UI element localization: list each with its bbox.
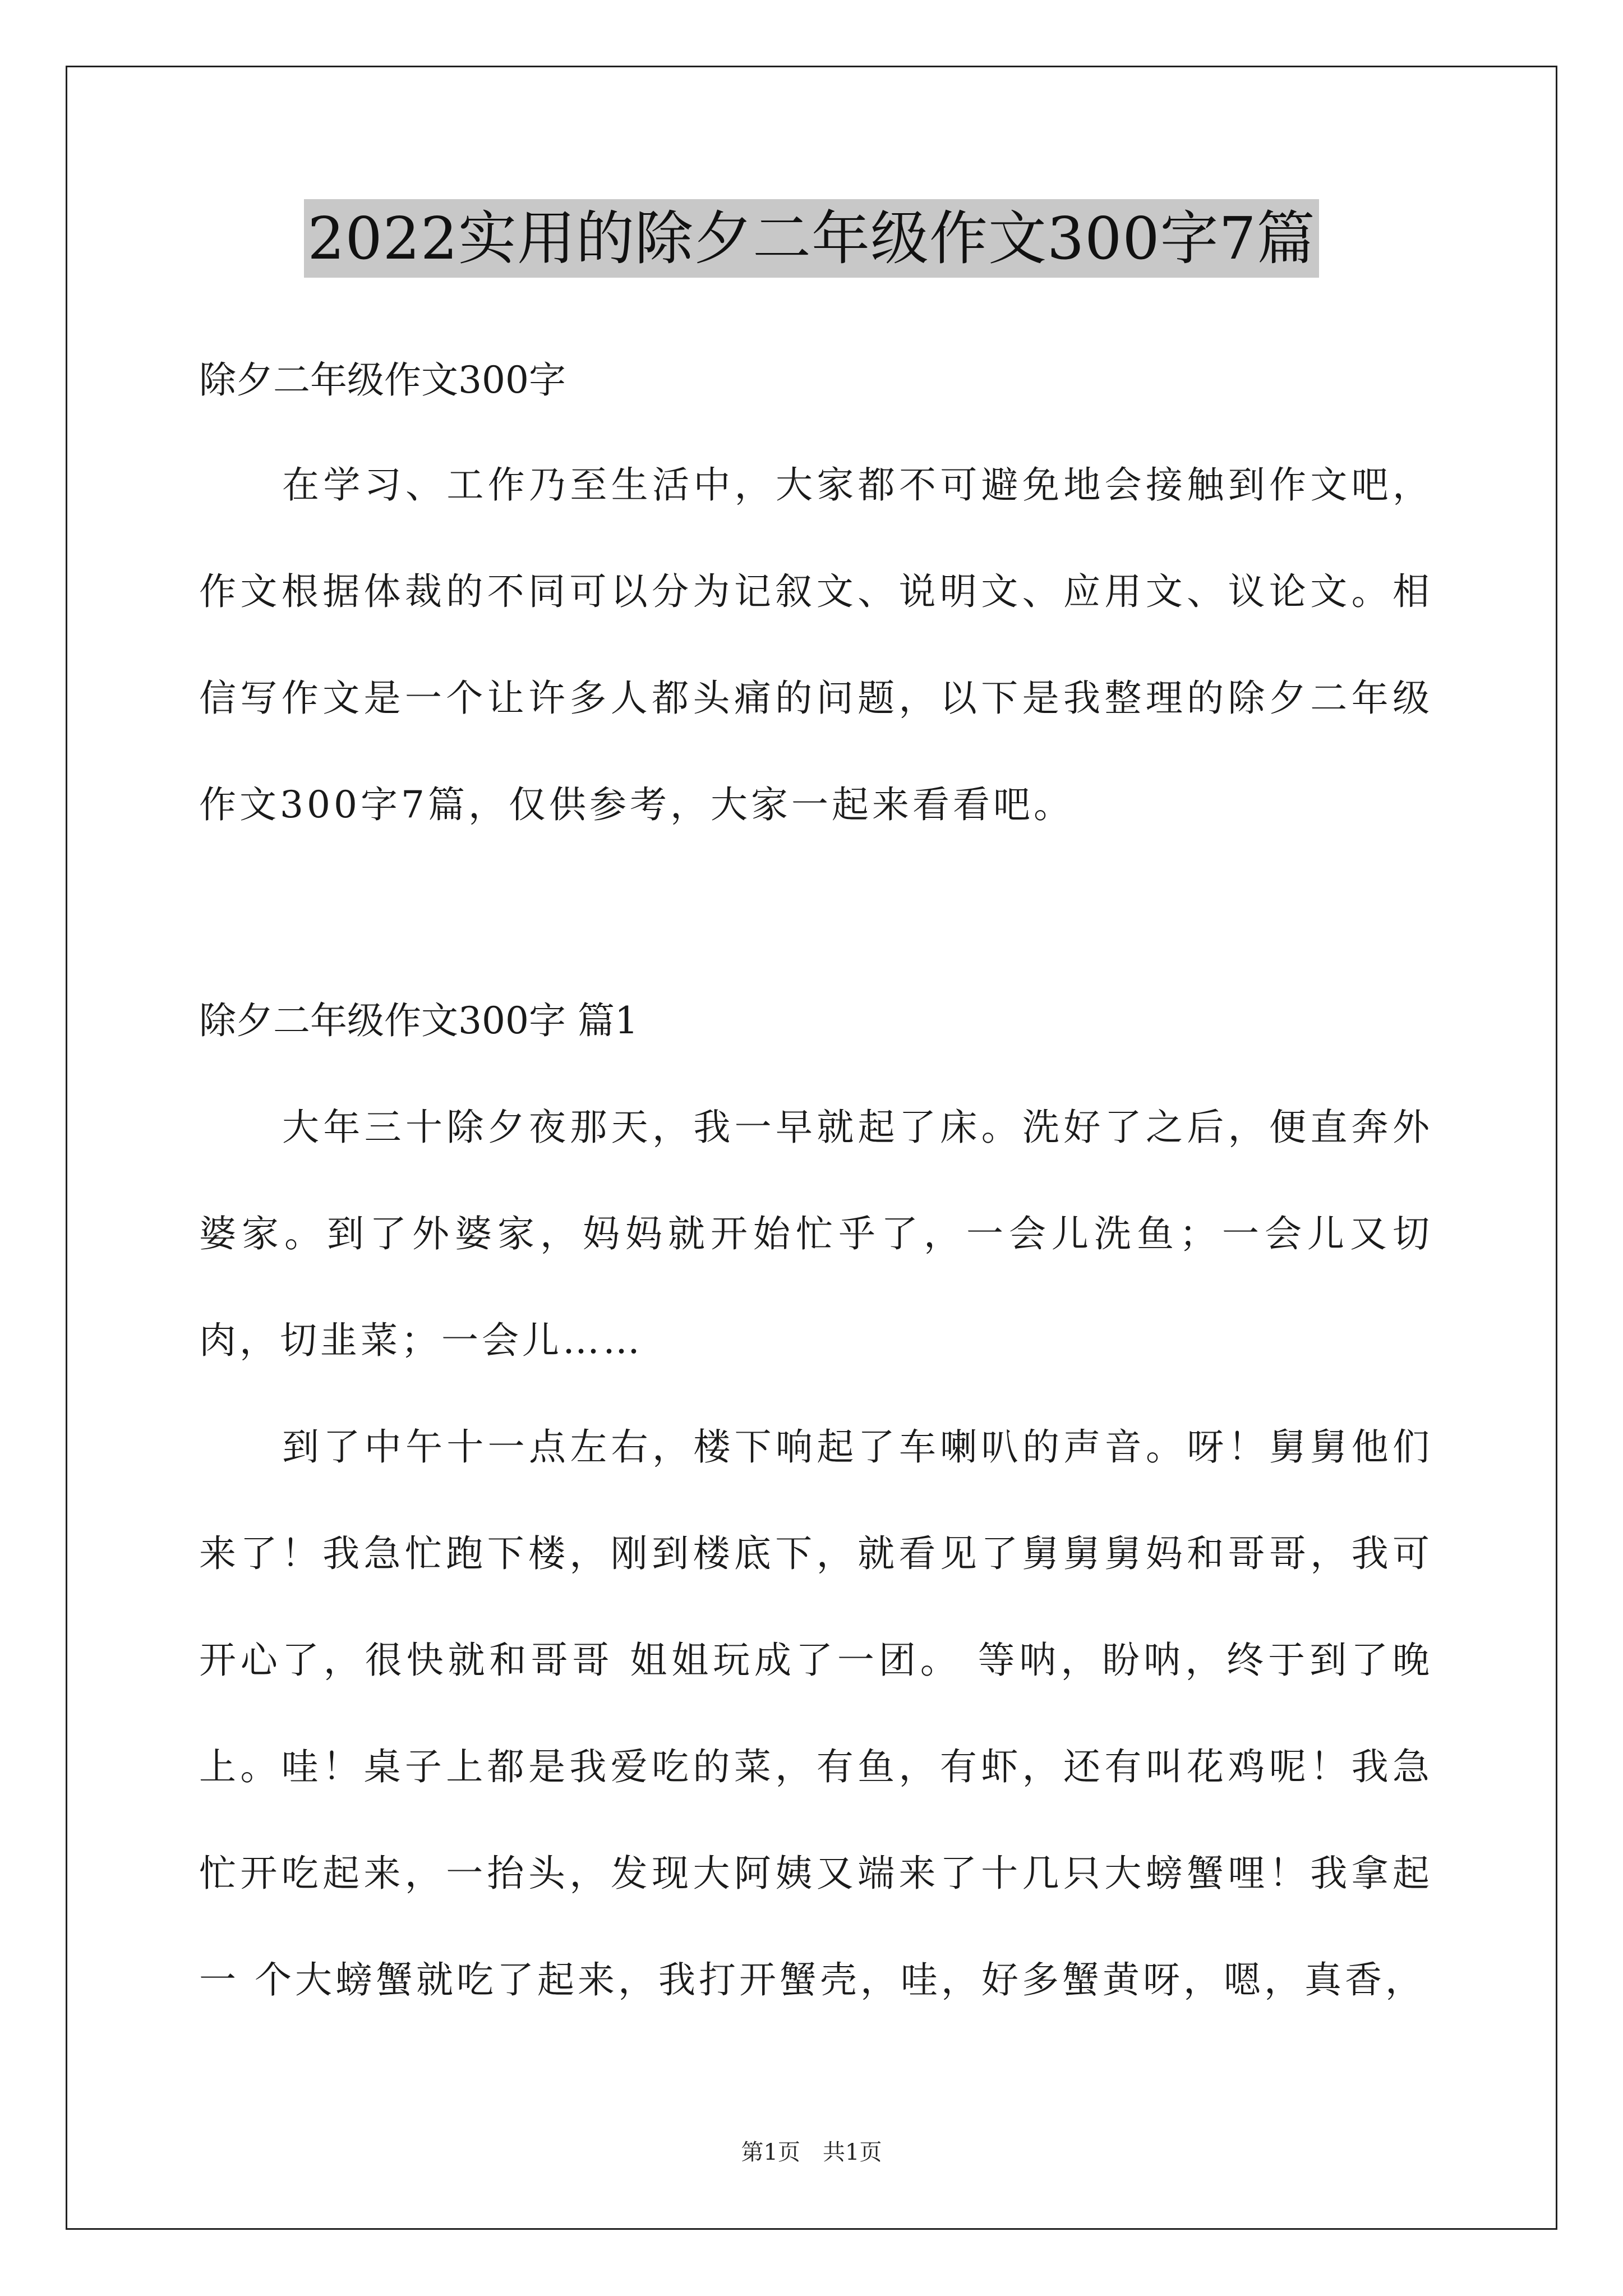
intro-heading: 除夕二年级作文300字 xyxy=(199,358,566,402)
title-container xyxy=(0,199,1623,278)
intro-paragraph: 在学习、工作乃至生活中，大家都不可避免地会接触到作文吧，作文根据体裁的不同可以分为记叙文、说明文、应用文、议论文。相信写作文是一个让许多人都头痛的问题，以下是我整理的除夕二年级作文300字7篇，仅供参考，大家一起来看看吧。 xyxy=(199,463,1433,826)
page-footer: 第1页 共1页 xyxy=(741,2139,882,2165)
section1-paragraph-2: 到了中午十一点左右，楼下响起了车喇叭的声音。呀！舅舅他们来了！我急忙跑下楼，刚到楼底下，就看见了舅舅舅妈和哥哥，我可开心了，很快就和哥哥 姐姐玩成了一团。 等呐，盼呐，终于到了晚上。哇！桌子上都是我爱吃的菜，有鱼，有虾，还有叫花鸡呢！我急忙开吃起来，一抬头，发现大阿姨又端来了十几只大螃蟹哩！我拿起一 个大螃蟹就吃了起来，我打开蟹壳，哇，好多蟹黄呀，嗯，真香， xyxy=(199,1425,1433,2001)
section1-heading: 除夕二年级作文300字 篇1 xyxy=(199,999,638,1042)
document-title: 2022实用的除夕二年级作文300字7篇 xyxy=(304,199,1318,278)
section1-paragraph-1: 大年三十除夕夜那天，我一早就起了床。洗好了之后，便直奔外婆家。到了外婆家，妈妈就开始忙乎了，一会儿洗鱼；一会儿又切肉，切韭菜；一会儿…… xyxy=(199,1106,1433,1362)
